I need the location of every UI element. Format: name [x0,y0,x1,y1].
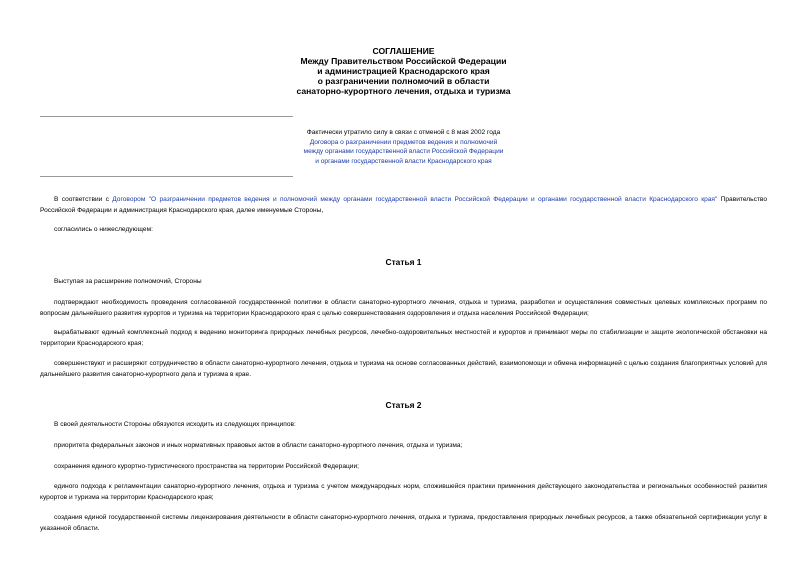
treaty-link-line[interactable]: Договора о разграничении предметов ведения и полномочий [309,138,498,146]
divider-bottom [40,176,293,177]
article-paragraph: единого подхода к регламентации санаторно-курортного лечения, отдыха и туризма с учетом международных норм, сложившейся практики применения действующего законодательства и региональных особенностей развития курортов и туризма на территории Краснодарского края; [40,483,767,501]
article-paragraph: подтверждают необходимость проведения согласованной государственной политики в области санаторно-курортного лечения, отдыха и туризма, разработки и осуществления совместных целевых комплексных программ по вопросам дальнейшего развития курортов и туризма на территории Краснодарского края с целью совершенствования оздоровления и отдыха населения Российской Федерации; [40,299,767,317]
article-paragraph: совершенствуют и расширяют сотрудничество в области санаторно-курортного лечения, отдыха и туризма на основе согласованных действий, взаимопомощи и обмена информацией с целью создания благоприятных условий для дальнейшего развития санаторно-курортного дела и туризма в крае. [40,360,767,378]
preamble-text: В соответствии с [54,196,113,203]
document-title [40,46,767,96]
status-notice [40,128,767,166]
agreed-paragraph: согласились о нижеследующем: [54,226,153,233]
treaty-link[interactable]: Договором "О разграничении предметов ведения и полномочий между органами государственной власти Российской Федерации и органами государственной власти Краснодарского края" [112,196,718,203]
article-paragraph: создания единой государственной системы лицензирования деятельности в области санаторно-курортного лечения, отдыха и туризма, предоставления природных лечебных ресурсов, а также обязательной сертификации услуг в указанной области. [40,514,767,532]
treaty-link-line[interactable]: и органами государственной власти Краснодарского края [315,157,492,165]
preamble-text: Правительство Российской Федерации и администрация Краснодарского края, далее именуемые Стороны, [40,196,767,214]
title-line: о разграничении полномочий в области [317,76,490,86]
article-heading: Статья 1 [385,257,422,267]
article-heading: Статья 2 [385,400,422,410]
article-paragraph: вырабатывают единый комплексный подход к ведению мониторинга природных лечебных ресурсов, лечебно-оздоровительных местностей и курортов и принимают меры по стабилизации и защите экологической обстановки на территории Краснодарского края; [40,329,767,347]
article-paragraph: приоритета федеральных законов и иных нормативных правовых актов в области санаторно-курортного лечения, отдыха и туризма; [54,442,463,449]
article-paragraph: В своей деятельности Стороны обязуются исходить из следующих принципов: [54,421,296,428]
title-line: санаторно-курортного лечения, отдыха и туризма [296,86,511,96]
article-paragraph: сохранения единого курортно-туристического пространства на территории Российской Федерации; [54,463,359,470]
notice-text: Фактически утратило силу в связи с отменой с 8 мая 2002 года [306,129,501,136]
treaty-link-line[interactable]: между органами государственной власти Российской Федерации [303,148,504,155]
title-line: СОГЛАШЕНИЕ [372,46,435,56]
title-line: Между Правительством Российской Федерации [300,56,507,66]
divider-top [40,116,293,117]
preamble-paragraph [40,195,767,216]
article-paragraph: Выступая за расширение полномочий, Стороны [54,278,202,285]
title-line: и администрацией Краснодарского края [317,66,490,76]
